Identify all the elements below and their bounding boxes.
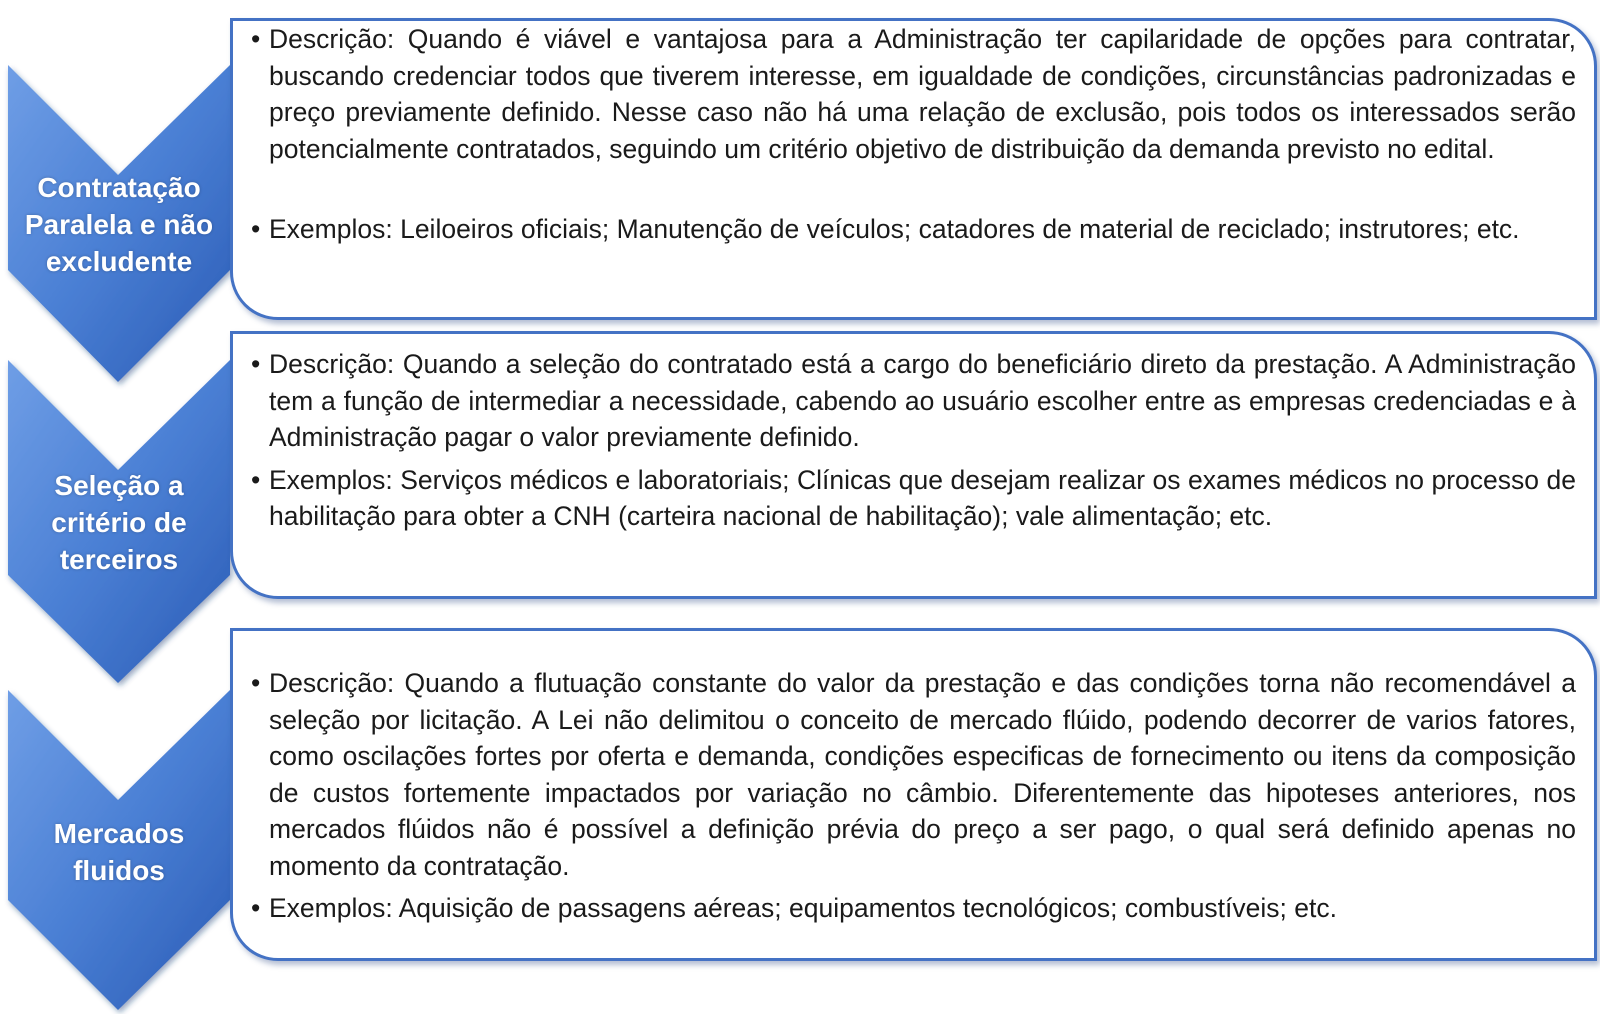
row-1-label: Contratação Paralela e não excludente <box>24 172 214 277</box>
row-2-examples: • Exemplos: Serviços médicos e laboratoriais; Clínicas que desejam realizar os exames médicos no processo de habilitação para obter a CNH (carteira nacional de habilitação); vale alimentação; etc. <box>233 462 1594 535</box>
row-3-label: Mercados fluidos <box>53 818 185 886</box>
row-1-bullet-list <box>233 21 1594 248</box>
row-3-examples: • Exemplos: Aquisição de passagens aéreas; equipamentos tecnológicos; combustíveis; etc. <box>233 890 1594 927</box>
row-2-description: • Descrição: Quando a seleção do contratado está a cargo do beneficiário direto da prestação. A Administração tem a função de intermediar a necessidade, cabendo ao usuário escolher entre as empresas credenciadas e à Administração pagar o valor previamente definido. <box>233 346 1594 456</box>
row-1-examples: • Exemplos: Leiloeiros oficiais; Manutenção de veículos; catadores de material de reciclado; instrutores; etc. <box>233 211 1594 248</box>
row-2-content-box <box>230 331 1597 599</box>
row-3-content-box <box>230 628 1597 961</box>
row-3-bullet-list <box>233 631 1594 927</box>
row-1-content-box <box>230 18 1597 320</box>
row-2-bullet-list <box>233 334 1594 535</box>
row-3-description: • Descrição: Quando a flutuação constante do valor da prestação e das condições torna não recomendável a seleção por licitação. A Lei não delimitou o conceito de mercado flúido, podendo decorrer de varios fatores, como oscilações fortes por oferta e demanda, condições especificas de fornecimento ou itens da composição de custos fortemente impactados por variação no câmbio. Diferentemente das hipoteses anteriores, nos mercados flúidos não é possível a definição prévia do preço a ser pago, o qual será definido apenas no momento da contratação. <box>233 665 1594 884</box>
row-2-label: Seleção a critério de terceiros <box>51 470 187 575</box>
row-1-description: • Descrição: Quando é viável e vantajosa para a Administração ter capilaridade de opções para contratar, buscando credenciar todos que tiverem interesse, em igualdade de condições, circunstâncias padronizadas e preço previamente definido. Nesse caso não há uma relação de exclusão, pois todos os interessados serão potencialmente contratados, seguindo um critério objetivo de distribuição da demanda previsto no edital. <box>233 21 1594 167</box>
